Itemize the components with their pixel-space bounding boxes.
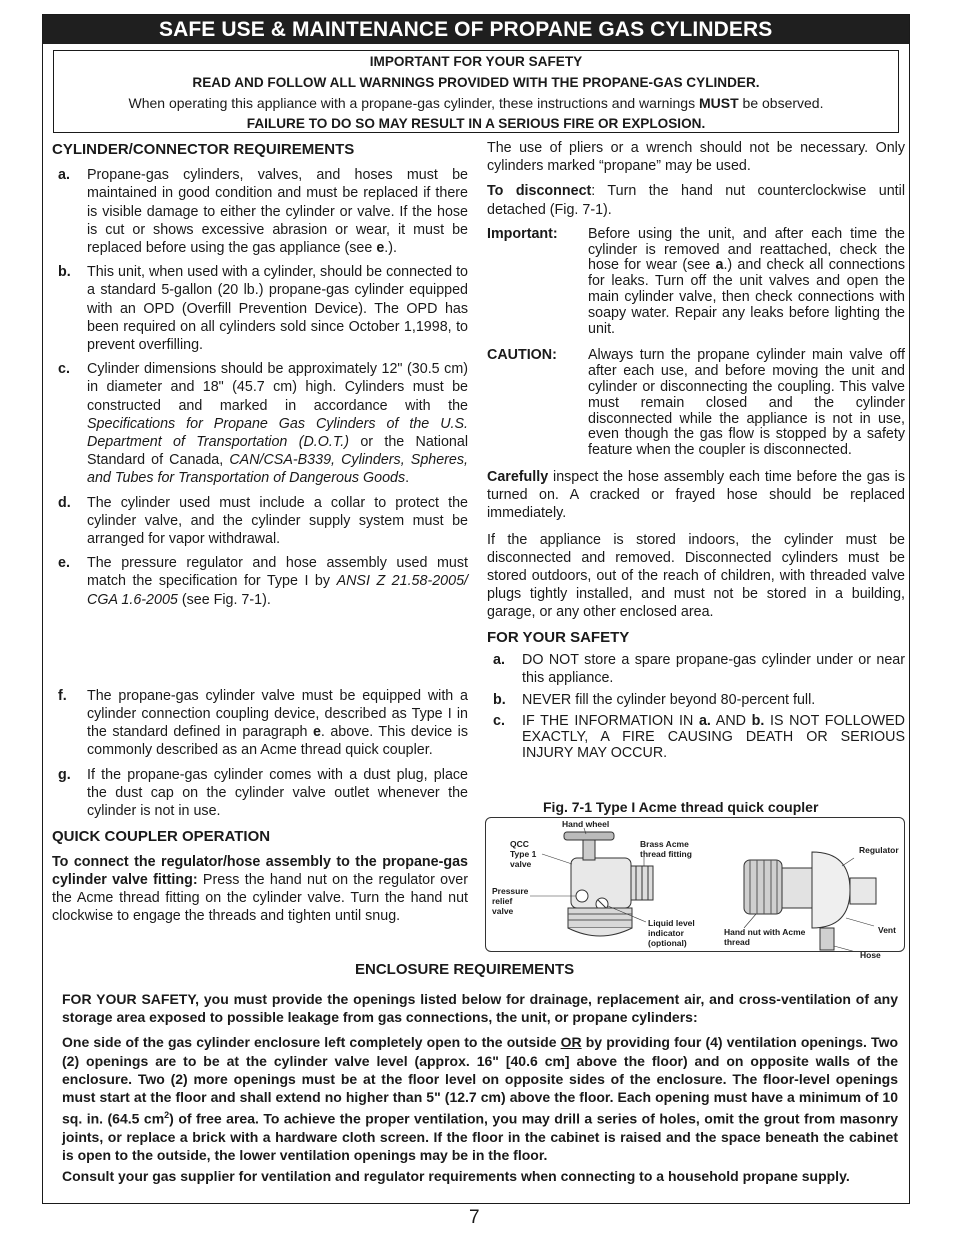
enclosure-text-pre: One side of the gas cylinder enclosure left completely open to the outside [62, 1034, 561, 1051]
hose-label: Hose [860, 950, 881, 960]
item-text: Cylinder dimensions should be approximately 12" (30.5 cm) in diameter and 18" (45.7 cm) high. Cylinders must be constructed and marked in accordance with the [87, 361, 468, 414]
left-column [52, 141, 468, 925]
item-letter: a. [58, 167, 70, 184]
brass-fitting-label [640, 839, 692, 859]
regulator-body [782, 868, 812, 908]
carefully-label: Carefully [487, 468, 549, 485]
item-letter: d. [58, 494, 71, 511]
important-note [487, 227, 905, 338]
hand-wheel [564, 832, 614, 840]
qcc-line: QCC [510, 839, 529, 849]
caution-note [487, 348, 905, 459]
coupler-figure [485, 817, 905, 960]
leader-line [846, 918, 874, 926]
safety-item-c [487, 713, 905, 761]
figure-caption: Fig. 7-1 Type I Acme thread quick coupler [543, 799, 819, 815]
leader-line [842, 858, 854, 866]
cylinder-item-d [52, 494, 468, 549]
pliers-paragraph: The use of pliers or a wrench should not be necessary. Only cylinders marked “propane” may be used. [487, 140, 905, 175]
brass-line: thread fitting [640, 849, 692, 859]
quick-coupler-lead: To connect the regulator/hose assembly to the propane-gas cylinder valve fitting: [52, 853, 468, 888]
item-text-end: IS NOT FOLLOWED EXACTLY, A FIRE CAUSING DEATH OR SERIOUS INJURY MAY OCCUR. [522, 713, 905, 762]
quick-coupler-heading: QUICK COUPLER OPERATION [52, 828, 271, 846]
enclosure-text-post: ) of free area. To achieve the proper ventilation, you may drill a series of holes, omit the grout from masonry joints, or replace a brick with a hardware cloth screen. If the floor in the cabinet is raised and the space beneath the cabinet is open to the outside, the lower ventilation openings may be in the floor. [62, 1110, 899, 1164]
caution-text: Always turn the propane cylinder main valve off after each use, and before moving the unit and cylinder or disconnecting the coupling. This valve must remain closed and the cylinder disconnected while the appliance is not in use, even though the gas flow is stopped by a safety feature when the coupler is disconnected. [588, 347, 905, 459]
important-text: Before using the unit, and after each time the cylinder is removed and reattached, check the hose for wear (see [588, 225, 905, 274]
warning-line-1: IMPORTANT FOR YOUR SAFETY [369, 54, 583, 69]
item-ref-b: b. [751, 713, 765, 730]
hand-nut-line: thread [724, 937, 750, 947]
safety-item-b [487, 691, 905, 709]
item-text: Propane-gas cylinders, valves, and hoses must be maintained in good condition and must be replaced if there is visible damage to either the cylinder or valve. If the hose is cut or shows excessive abrasion or wear, it must be replaced before using the gas appliance (see [87, 167, 468, 257]
item-ref: e [376, 240, 385, 257]
coupler-diagram [486, 818, 904, 951]
enclosure-paragraph-1: FOR YOUR SAFETY, you must provide the openings listed below for drainage, replacement air, and cross-ventilation of any storage area exposed to possible leakage from gas connections, the unit, or propane cylinders: [62, 991, 898, 1026]
safety-item-a [487, 651, 905, 687]
item-end: (see Fig. 7-1). [177, 591, 271, 608]
pressure-line: Pressure [492, 886, 529, 896]
regulator-label: Regulator [859, 845, 899, 855]
page-title: SAFE USE & MAINTENANCE OF PROPANE GAS CYLINDERS [43, 15, 909, 44]
pressure-line: relief [492, 896, 513, 906]
item-text: The pressure regulator and hose assembly used must match the specification for Type I by [87, 555, 468, 590]
cylinder-item-b [52, 263, 468, 354]
item-letter: g. [58, 766, 71, 783]
important-ref: a [715, 257, 724, 274]
item-text: NEVER fill the cylinder beyond 80-percent full. [522, 692, 816, 709]
item-letter: e. [58, 555, 70, 572]
warning-line-4: FAILURE TO DO SO MAY RESULT IN A SERIOUS FIRE OR EXPLOSION. [246, 115, 706, 131]
enclosure-or: OR [560, 1034, 582, 1051]
important-label: Important: [487, 225, 558, 242]
vent-label: Vent [878, 925, 896, 935]
item-end: . [405, 470, 410, 487]
brass-line: Brass Acme [640, 839, 689, 849]
item-text: IF THE INFORMATION IN [522, 713, 699, 730]
safety-heading: FOR YOUR SAFETY [487, 628, 630, 646]
item-ref-a: a. [698, 713, 711, 730]
item-ref: e [312, 724, 321, 741]
enclosure-paragraph-2 [62, 1033, 898, 1164]
storage-paragraph: If the appliance is stored indoors, the cylinder must be disconnected and removed. Disconnected cylinders must be stored outdoors, out of the reach of children, with threaded valve plugs tightly installed, and must not be stored in a building, garage, or any other enclosed area. [487, 531, 905, 621]
item-text: The cylinder used must include a collar to protect the cylinder valve, and the cylinder supply system must be arranged for vapor withdrawal. [87, 494, 468, 548]
quick-coupler-body: Press the hand nut on the regulator over the Acme thread fitting on the cylinder valve. Turn the hand nut clockwise to engage the threads and tighten until snug. [52, 871, 468, 925]
cylinder-heading: CYLINDER/CONNECTOR REQUIREMENTS [52, 141, 355, 158]
item-end: . above. This device is commonly described as an Acme thread quick coupler. [87, 724, 468, 759]
item-letter: b. [58, 264, 71, 281]
page-number: 7 [469, 1207, 480, 1228]
cylinder-item-f [52, 687, 468, 760]
cylinder-neck [568, 908, 632, 928]
item-text: This unit, when used with a cylinder, should be connected to a standard 5-gallon (20 lb.) propane-gas cylinder equipped with an OPD (Overfill Prevention Device). The OPD has been required on all cylinders sold since October 1,1998, to prevent overfilling. [87, 264, 468, 354]
item-text: DO NOT store a spare propane-gas cylinder under or near this appliance. [522, 651, 905, 686]
hand-nut-label [724, 927, 805, 947]
enclosure-paragraph-3: Consult your gas supplier for ventilation and regulator requirements when connecting to a household propane supply. [62, 1168, 850, 1185]
ansi-spec: ANSI Z 21.58-2005/ CGA 1.6-2005 [87, 573, 469, 608]
pressure-relief-label [492, 886, 528, 916]
pressure-relief-valve [576, 890, 588, 902]
enclosure-text-mid: by providing four (4) ventilation openings. Two (2) openings are to be at the cylinder valve level (approx. 16" [40.6 cm] above the floor) and on opposite walls of the enclosure. Two (2) more openings must be at the floor level on opposite sides of the enclosure. The floor-level openings must start at the floor and shall extend no higher than 5" (12.7 cm) above the floor. Each opening must have a minimum of 10 sq. in. (64.5 cm [62, 1034, 899, 1127]
important-text-2: .) and check all connections for leaks. Turn off the unit valves and open the main cylinder valve, then check connections with soapy water. Repair any leaks before lighting the unit. [588, 257, 905, 337]
dot-spec-title: Specifications for Propane Gas Cylinders of the U.S. Department of Transportation (D.O.T.) [87, 415, 468, 451]
item-letter: c. [493, 713, 505, 730]
item-letter: c. [58, 361, 70, 378]
hand-nut-line: Hand nut with Acme [724, 927, 806, 937]
item-text-2: or the National Standard of Canada, [87, 434, 468, 469]
enclosure-heading: ENCLOSURE REQUIREMENTS [355, 961, 575, 978]
cylinder-item-c [52, 360, 468, 487]
liquid-line: indicator [648, 928, 684, 938]
warning-text: When operating this appliance with a propane-gas cylinder, these instructions and warnings [128, 95, 699, 111]
disconnect-label: To disconnect [487, 183, 592, 200]
caution-label: CAUTION: [487, 347, 557, 364]
leader-line [834, 946, 856, 951]
item-end: .). [384, 240, 397, 257]
pressure-line: valve [492, 906, 514, 916]
page-frame [42, 14, 910, 1204]
carefully-text: inspect the hose assembly each time before the gas is turned on. A cracked or frayed hose should be replaced immediately. [487, 468, 905, 522]
qcc-label [510, 839, 536, 869]
csa-spec-title: CAN/CSA-B339, Cylinders, Spheres, and Tubes for Transportation of Dangerous Goods [87, 452, 469, 487]
quick-coupler-text [52, 853, 468, 926]
qcc-line: Type 1 [510, 849, 537, 859]
item-letter: f. [58, 687, 67, 704]
warning-must: MUST [698, 95, 739, 111]
qcc-line: valve [510, 859, 532, 869]
carefully-paragraph [487, 468, 905, 523]
regulator-housing [812, 852, 850, 928]
enclosure-text [62, 990, 898, 1186]
disconnect-text: : Turn the hand nut counterclockwise until detached (Fig. 7-1). [487, 183, 905, 218]
cylinder-item-g [52, 766, 468, 821]
item-letter: a. [493, 651, 505, 668]
warning-text-end: be observed. [738, 95, 824, 111]
item-letter: b. [493, 692, 506, 709]
cylinder-top [568, 928, 632, 936]
hose-fitting [820, 928, 834, 950]
item-text: If the propane-gas cylinder comes with a dust plug, place the dust cap on the cylinder valve outlet whenever the cylinder is not in use. [87, 766, 468, 820]
liquid-line: (optional) [648, 938, 687, 948]
cylinder-item-a [52, 166, 468, 257]
liquid-line: Liquid level [648, 918, 695, 928]
warning-line-3 [54, 93, 898, 114]
right-column [487, 139, 905, 761]
hand-wheel-label: Hand wheel [562, 819, 610, 829]
leader-line [542, 854, 572, 864]
item-text: The propane-gas cylinder valve must be equipped with a cylinder connection coupling device, described as Type I in the standard defined in paragraph [87, 687, 468, 741]
disconnect-paragraph [487, 182, 905, 218]
squared-superscript: 2 [164, 1110, 170, 1121]
leader-line [744, 914, 756, 928]
item-and: AND [710, 713, 752, 730]
regulator-cap [850, 878, 876, 904]
liquid-level-label [648, 918, 695, 948]
cylinder-item-e [52, 554, 468, 609]
safety-warning-box [53, 50, 899, 133]
warning-line-2: READ AND FOLLOW ALL WARNINGS PROVIDED WITH THE PROPANE-GAS CYLINDER. [192, 74, 760, 90]
